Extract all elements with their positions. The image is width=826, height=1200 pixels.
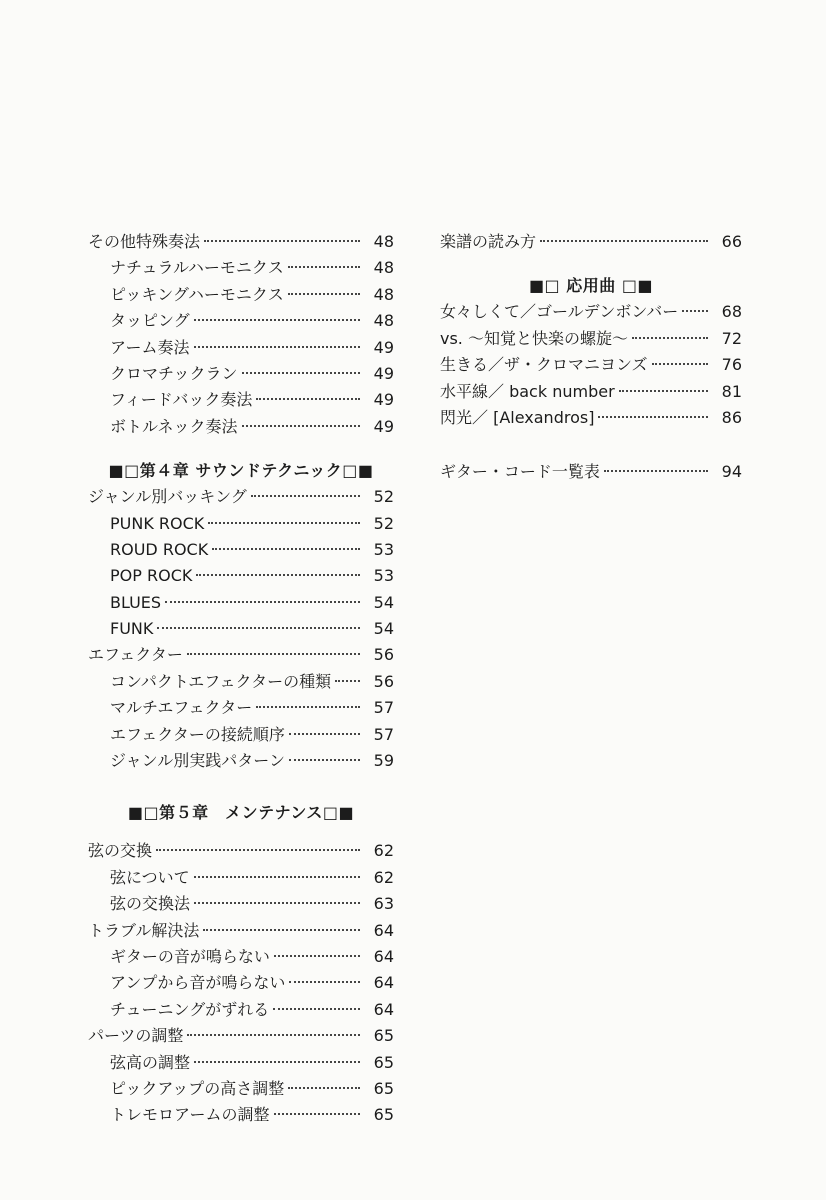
dot-leader <box>652 363 708 365</box>
toc-entry <box>88 891 394 917</box>
toc-entry-title: ROUD ROCK <box>110 539 209 559</box>
toc-entry <box>88 669 394 695</box>
toc-entry-title: その他特殊奏法 <box>88 232 201 251</box>
toc-entry <box>88 335 394 361</box>
toc-entry-title: クロマチックラン <box>110 363 238 383</box>
toc-entry-page: 54 <box>373 592 394 612</box>
toc-entry-page: 63 <box>373 894 394 914</box>
toc-entry-title: アンプから音が鳴らない <box>110 973 286 993</box>
toc-entry <box>88 308 394 334</box>
toc-entry-page: 65 <box>373 1078 394 1098</box>
toc-entry-title: ジャンル別実践パターン <box>110 751 285 771</box>
dot-leader <box>204 240 360 242</box>
toc-entry-title: 弦の交換 <box>88 841 153 861</box>
toc-entry <box>88 563 394 589</box>
toc-entry-page: 49 <box>373 416 394 436</box>
toc-group-songs <box>440 299 742 431</box>
toc-group-chapter-5 <box>88 838 394 1128</box>
toc-entry-title: ギターの音が鳴らない <box>110 946 270 966</box>
dot-leader <box>194 1061 360 1063</box>
dot-leader <box>274 955 360 957</box>
toc-entry <box>440 405 742 431</box>
toc-entry <box>88 944 394 970</box>
toc-entry-title: トレモロアームの調整 <box>110 1105 270 1125</box>
toc-entry-title: 弦の交換法 <box>110 894 191 914</box>
toc-entry-title: マルチエフェクター <box>110 698 253 718</box>
toc-entry <box>88 838 394 864</box>
toc-entry <box>88 537 394 563</box>
toc-entry <box>88 1102 394 1128</box>
toc-entry <box>88 229 394 255</box>
toc-entry-page: 94 <box>721 462 742 482</box>
toc-entry-page: 53 <box>373 566 394 586</box>
toc-entry-page: 62 <box>373 867 394 887</box>
toc-entry-page: 76 <box>721 355 742 375</box>
toc-entry-page: 64 <box>373 920 394 940</box>
toc-entry-page: 48 <box>373 284 394 304</box>
toc-entry <box>88 616 394 642</box>
toc-entry-page: 86 <box>721 407 742 427</box>
toc-group-chapter-4 <box>88 484 394 774</box>
toc-entry-title: ピックアップの高さ調整 <box>110 1078 285 1098</box>
dot-leader <box>242 425 360 427</box>
toc-entry-page: 66 <box>721 232 742 251</box>
toc-entry-title: ギター・コード一覧表 <box>440 462 600 482</box>
toc-entry-title: vs. 〜知覚と快楽の螺旋〜 <box>440 328 628 348</box>
toc-entry <box>88 918 394 944</box>
toc-entry <box>440 459 742 485</box>
toc-entry <box>440 379 742 405</box>
dot-leader <box>289 733 360 735</box>
dot-leader <box>212 548 360 550</box>
toc-entry-title: チューニングがずれる <box>110 999 270 1019</box>
toc-group-chord-chart <box>440 459 742 485</box>
toc-group-special-techniques <box>88 229 394 440</box>
toc-entry <box>88 590 394 616</box>
toc-entry <box>440 299 742 325</box>
toc-entry-page: 64 <box>373 946 394 966</box>
toc-entry <box>88 970 394 996</box>
toc-entry-page: 52 <box>373 513 394 533</box>
dot-leader <box>273 1008 360 1010</box>
toc-entry-title: エフェクターの接続順序 <box>110 724 285 744</box>
dot-leader <box>288 1087 360 1089</box>
toc-entry <box>88 484 394 510</box>
dot-leader <box>619 390 708 392</box>
toc-entry-page: 48 <box>373 258 394 278</box>
toc-entry <box>88 255 394 281</box>
toc-entry-page: 49 <box>373 363 394 383</box>
toc-entry <box>88 642 394 668</box>
toc-entry-title: 水平線／ back number <box>440 381 615 401</box>
dot-leader <box>196 574 360 576</box>
toc-entry-title: エフェクター <box>88 645 183 665</box>
dot-leader <box>604 470 708 472</box>
toc-entry-page: 49 <box>373 337 394 357</box>
toc-entry-page: 49 <box>373 390 394 410</box>
toc-entry-title: ナチュラルハーモニクス <box>110 258 284 278</box>
toc-entry-title: 女々しくて／ゴールデンボンバー <box>440 302 679 322</box>
toc-entry-page: 65 <box>373 1026 394 1046</box>
dot-leader <box>194 902 360 904</box>
toc-entry <box>440 352 742 378</box>
dot-leader <box>203 929 360 931</box>
toc-entry-title: 生きる／ザ・クロマニヨンズ <box>440 355 648 375</box>
dot-leader <box>194 876 360 878</box>
toc-entry-title: ピッキングハーモニクス <box>110 284 284 304</box>
dot-leader <box>187 1034 360 1036</box>
toc-entry-title: POP ROCK <box>110 566 193 586</box>
toc-entry-title: トラブル解決法 <box>88 920 200 940</box>
dot-leader <box>208 522 360 524</box>
chapter-5-heading: ■□第５章 メンテナンス□■ <box>127 803 355 823</box>
toc-entry-page: 52 <box>373 487 394 507</box>
toc-entry-title: タッピング <box>110 311 190 331</box>
toc-entry <box>88 748 394 774</box>
toc-entry-page: 64 <box>373 973 394 993</box>
dot-leader <box>256 398 360 400</box>
toc-entry <box>440 326 742 352</box>
dot-leader <box>632 337 708 339</box>
toc-entry-page: 56 <box>373 671 394 691</box>
toc-entry-page: 56 <box>373 645 394 665</box>
dot-leader <box>187 653 360 655</box>
toc-entry-page: 64 <box>373 999 394 1019</box>
toc-entry <box>88 997 394 1023</box>
toc-entry-title: コンパクトエフェクターの種類 <box>110 671 332 691</box>
toc-entry-title: 弦について <box>110 867 190 887</box>
songs-heading: ■□ 応用曲 □■ <box>528 276 654 296</box>
toc-entry-title: ボトルネック奏法 <box>110 416 238 436</box>
toc-entry-title: 弦高の調整 <box>110 1052 191 1072</box>
toc-entry-page: 59 <box>373 751 394 771</box>
toc-group-score-reading <box>440 229 742 255</box>
toc-entry-title: PUNK ROCK <box>110 513 205 533</box>
toc-entry <box>88 387 394 413</box>
toc-entry-title: アーム奏法 <box>110 337 190 357</box>
dot-leader <box>598 416 708 418</box>
dot-leader <box>682 310 708 312</box>
toc-entry-page: 53 <box>373 539 394 559</box>
dot-leader <box>194 319 360 321</box>
toc-entry-page: 68 <box>721 302 742 322</box>
toc-entry-page: 81 <box>721 381 742 401</box>
toc-left-column <box>88 229 394 1129</box>
dot-leader <box>288 293 360 295</box>
toc-entry-title: BLUES <box>110 592 162 612</box>
toc-entry <box>88 695 394 721</box>
toc-entry-page: 65 <box>373 1052 394 1072</box>
toc-entry <box>88 722 394 748</box>
dot-leader <box>274 1113 360 1115</box>
dot-leader <box>157 627 360 629</box>
toc-entry-page: 65 <box>373 1105 394 1125</box>
dot-leader <box>335 680 360 682</box>
toc-entry <box>88 361 394 387</box>
dot-leader <box>165 601 360 603</box>
dot-leader <box>251 495 360 497</box>
toc-right-column <box>440 229 742 486</box>
toc-entry-page: 54 <box>373 619 394 639</box>
dot-leader <box>242 372 360 374</box>
dot-leader <box>289 981 360 983</box>
dot-leader <box>194 346 360 348</box>
toc-entry <box>88 511 394 537</box>
toc-entry-page: 57 <box>373 698 394 718</box>
dot-leader <box>256 706 360 708</box>
chapter-4-heading: ■□第４章 サウンドテクニック□■ <box>108 461 374 481</box>
toc-entry <box>88 1050 394 1076</box>
toc-entry <box>88 1076 394 1102</box>
toc-entry-title: 楽譜の読み方 <box>440 232 537 251</box>
toc-entry-title: FUNK <box>110 619 154 639</box>
toc-entry-page: 72 <box>721 328 742 348</box>
toc-entry <box>88 1023 394 1049</box>
dot-leader <box>289 759 360 761</box>
dot-leader <box>540 240 708 242</box>
toc-entry-title: フィードバック奏法 <box>110 390 253 410</box>
toc-entry-title: パーツの調整 <box>88 1026 184 1046</box>
toc-entry-page: 48 <box>373 311 394 331</box>
toc-entry <box>88 414 394 440</box>
dot-leader <box>156 849 360 851</box>
toc-entry <box>88 865 394 891</box>
toc-entry-title: ジャンル別バッキング <box>88 487 247 507</box>
toc-entry-page: 62 <box>373 841 394 861</box>
dot-leader <box>288 266 360 268</box>
toc-entry-title: 閃光／ [Alexandros] <box>440 407 595 427</box>
toc-entry <box>440 229 742 255</box>
toc-entry-page: 57 <box>373 724 394 744</box>
toc-entry-page: 48 <box>373 232 394 251</box>
toc-entry <box>88 282 394 308</box>
